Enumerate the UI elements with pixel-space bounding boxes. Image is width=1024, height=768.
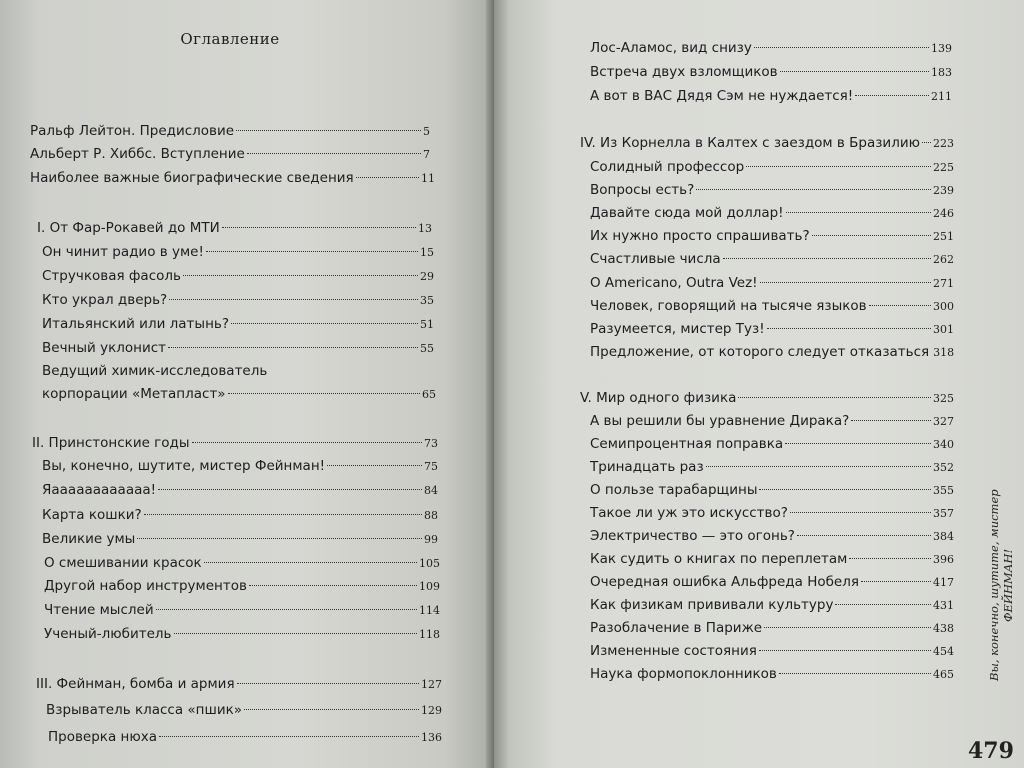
toc-entry: О пользе тарабарщины 355 <box>590 482 954 498</box>
toc-entry: Электричество — это огонь? 384 <box>590 528 954 544</box>
toc-entry: Стручковая фасоль 29 <box>42 268 434 284</box>
toc-entry: Как физикам прививали культуру 431 <box>590 597 954 613</box>
toc-entry: Проверка нюха 136 <box>48 729 442 745</box>
toc-entry: А вот в ВАС Дядя Сэм не нуждается! 211 <box>590 88 952 104</box>
toc-section-heading: I. От Фар-Рокавей до МТИ 13 <box>37 220 432 236</box>
toc-entry: Другой набор инструментов 109 <box>44 578 440 594</box>
toc-entry: Их нужно просто спрашивать? 251 <box>590 228 954 244</box>
toc-entry: Разоблачение в Париже 438 <box>590 620 954 636</box>
toc-entry: Наиболее важные биографические сведения 11 <box>30 170 435 186</box>
toc-entry: Тринадцать раз 352 <box>590 459 954 475</box>
toc-heading: Оглавление <box>180 30 280 48</box>
toc-entry: Человек, говорящий на тысяче языков 300 <box>590 298 954 314</box>
toc-entry: Ученый-любитель 118 <box>44 626 440 642</box>
toc-entry: O Americano, Outra Vez! 271 <box>590 275 954 291</box>
toc-entry: Солидный профессор 225 <box>590 159 954 175</box>
toc-entry: Кто украл дверь? 35 <box>42 292 434 308</box>
toc-entry: Измененные состояния 454 <box>590 643 954 659</box>
toc-entry: Давайте сюда мой доллар! 246 <box>590 205 954 221</box>
toc-entry: Счастливые числа 262 <box>590 251 954 267</box>
toc-entry: Лос-Аламос, вид снизу 139 <box>590 40 952 56</box>
toc-entry: Взрыватель класса «пшик» 129 <box>46 702 442 718</box>
toc-entry: Наука формопоклонников 465 <box>590 666 954 682</box>
toc-entry: Очередная ошибка Альфреда Нобеля 417 <box>590 574 954 590</box>
toc-entry: Предложение, от которого следует отказаться 318 <box>590 344 955 360</box>
page-number: 479 <box>968 738 1014 764</box>
toc-entry: Итальянский или латынь? 51 <box>42 316 434 332</box>
right-page <box>494 0 1024 768</box>
toc-entry: Вечный уклонист 55 <box>42 340 434 356</box>
toc-section-heading: III. Фейнман, бомба и армия 127 <box>36 676 442 692</box>
toc-entry: Семипроцентная поправка 340 <box>590 436 954 452</box>
toc-entry: Яаааааааааааа! 84 <box>42 482 438 498</box>
toc-entry: Вопросы есть? 239 <box>590 182 954 198</box>
toc-entry: Карта кошки? 88 <box>42 507 438 523</box>
toc-entry: Вы, конечно, шутите, мистер Фейнман! 75 <box>42 458 438 474</box>
toc-entry: Разумеется, мистер Туз! 301 <box>590 321 954 337</box>
toc-entry: Великие умы 99 <box>42 531 438 547</box>
toc-entry: Как судить о книгах по переплетам 396 <box>590 551 954 567</box>
toc-entry: Такое ли уж это искусство? 357 <box>590 505 954 521</box>
toc-entry: Чтение мыслей 114 <box>44 602 440 618</box>
toc-section-heading: V. Мир одного физика 325 <box>580 390 954 406</box>
toc-entry: корпорации «Метапласт» 65 <box>42 386 436 402</box>
left-page <box>0 0 494 768</box>
toc-entry: Ведущий химик-исследователь <box>42 363 268 379</box>
toc-entry: Встреча двух взломщиков 183 <box>590 64 952 80</box>
running-head: Вы, конечно, шутите, мистер ФЕЙНМАН! <box>987 489 1015 681</box>
toc-section-heading: II. Принстонские годы 73 <box>32 435 438 451</box>
toc-section-heading: IV. Из Корнелла в Калтех с заездом в Бразилию 223 <box>580 135 954 151</box>
toc-entry: Он чинит радио в уме! 15 <box>42 244 434 260</box>
toc-entry: О смешивании красок 105 <box>44 555 440 571</box>
toc-entry: Альберт Р. Хиббс. Вступление 7 <box>30 146 430 162</box>
toc-entry: Ральф Лейтон. Предисловие 5 <box>30 123 430 139</box>
toc-entry: А вы решили бы уравнение Дирака? 327 <box>590 413 954 429</box>
